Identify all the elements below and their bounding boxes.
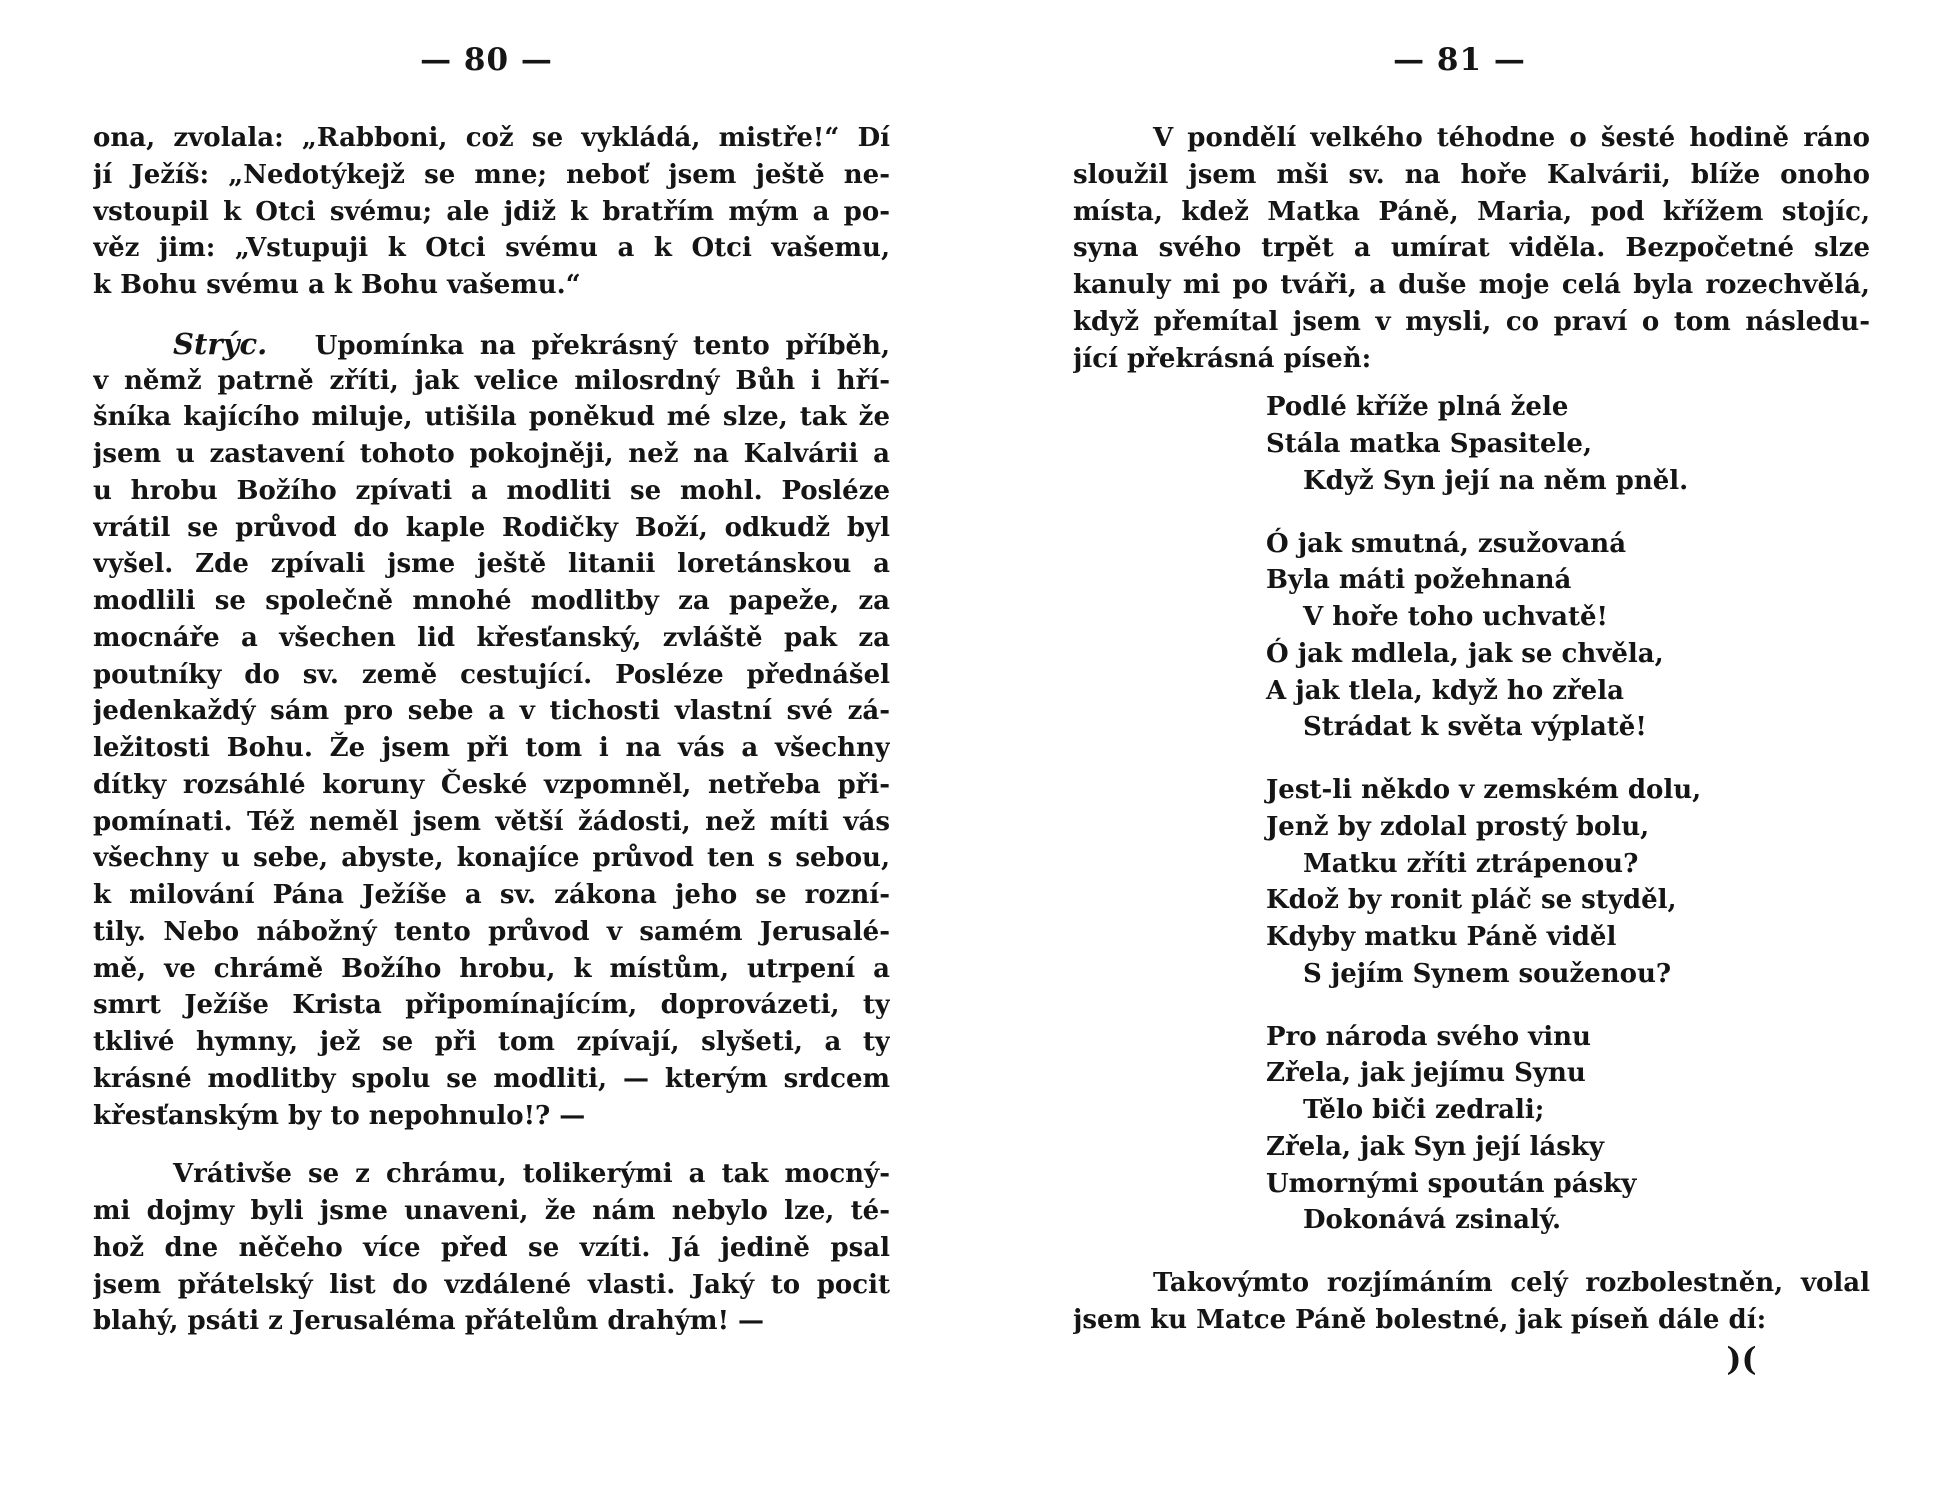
text-line: dítky rozsáhlé koruny České vzpomněl, netřeba při- bbox=[93, 769, 890, 800]
poem-line: S jejím Synem souženou? bbox=[1303, 958, 1672, 989]
text-line: když přemítal jsem v mysli, co praví o tom následu- bbox=[1073, 306, 1870, 337]
text-line: jsem ku Matce Páně bolestné, jak píseň dále dí: bbox=[1073, 1304, 1767, 1335]
poem-stanza bbox=[1266, 1019, 1870, 1240]
text-span: Upomínka na překrásný tento příběh, bbox=[314, 330, 890, 361]
text-line: krásné modlitby spolu se modliti, — kterým srdcem bbox=[93, 1063, 890, 1094]
poem-line: Byla máti požehnaná bbox=[1266, 565, 1572, 596]
text-line: jí Ježíš: „Nedotýkejž se mne; neboť jsem ještě ne- bbox=[93, 159, 890, 190]
text-line: syna svého trpět a umírat viděla. Bezpočetné slze bbox=[1073, 233, 1870, 264]
text-line: Takovýmto rozjímáním celý rozbolestněn, volal bbox=[1153, 1268, 1870, 1298]
text-line: smrt Ježíše Krista připomínajícím, doprovázeti, ty bbox=[93, 990, 890, 1021]
text-line: všechny u sebe, abyste, konajíce průvod ten s sebou, bbox=[93, 843, 890, 874]
text-line: V pondělí velkého téhodne o šesté hodině ráno bbox=[1153, 123, 1870, 153]
poem-line: Matku zříti ztrápenou? bbox=[1303, 848, 1639, 879]
text-line: k Bohu svému a k Bohu vašemu.“ bbox=[93, 270, 581, 300]
text-line: poutníky do sv. země cestující. Posléze přednášel bbox=[93, 659, 890, 690]
text-line: věz jim: „Vstupuji k Otci svému a k Otci vašemu, bbox=[93, 233, 890, 264]
text-line: vstoupil k Otci svému; ale jdiž k bratřím mým a po- bbox=[93, 196, 890, 227]
poem-line: Podlé kříže plná žele bbox=[1266, 392, 1569, 423]
text-line: u hrobu Božího zpívati a modliti se mohl. Posléze bbox=[93, 475, 890, 506]
poem-line: Kdyby matku Páně viděl bbox=[1266, 922, 1617, 952]
poem-line: Dokonává zsinalý. bbox=[1303, 1205, 1562, 1236]
poem-line: Ó jak smutná, zsužovaná bbox=[1266, 528, 1627, 559]
poem-line: Jest-li někdo v zemském dolu, bbox=[1266, 775, 1702, 805]
text-line: tily. Nebo nábožný tento průvod v samém Jerusalé- bbox=[93, 916, 890, 947]
poem-line: A jak tlela, když ho zřela bbox=[1266, 675, 1624, 706]
text-line: Vrátivše se z chrámu, tolikerými a tak mocný- bbox=[173, 1159, 890, 1190]
poem-line: Když Syn její na něm pněl. bbox=[1303, 465, 1689, 496]
poem-line: Tělo biči zedrali; bbox=[1303, 1095, 1545, 1125]
page-number-right: — 81 — bbox=[1393, 42, 1526, 78]
left-page-text bbox=[93, 120, 890, 1340]
poem-line: Zřela, jak jejímu Synu bbox=[1266, 1058, 1586, 1089]
text-line: ona, zvolala: „Rabboni, což se vykládá, mistře!“ Dí bbox=[93, 123, 890, 153]
text-line: jsem u zastavení tohoto pokojněji, než na Kalvárii a bbox=[93, 439, 890, 469]
text-line: vyšel. Zde zpívali jsme ještě litanii loretánskou a bbox=[93, 549, 890, 580]
page-number-left: — 80 — bbox=[420, 42, 553, 78]
poem-line: Ó jak mdlela, jak se chvěla, bbox=[1266, 638, 1664, 669]
poem-line: Kdož by ronit pláč se styděl, bbox=[1266, 885, 1677, 916]
right-page-text bbox=[1073, 120, 1870, 1379]
poem-stanza bbox=[1266, 772, 1870, 993]
text-line: křesťanským by to nepohnulo!? — bbox=[93, 1100, 586, 1131]
text-line: modlili se společně mnohé modlitby za papeže, za bbox=[93, 586, 890, 616]
closing-paragraph bbox=[1073, 1265, 1870, 1339]
poem bbox=[1266, 389, 1870, 1239]
paragraph bbox=[93, 326, 890, 1135]
text-line: pomínati. Též neměl jsem větší žádosti, než míti vás bbox=[93, 806, 890, 837]
text-line: v němž patrně zříti, jak velice milosrdný Bůh i hří- bbox=[93, 365, 890, 396]
text-line: jící překrásná píseň: bbox=[1073, 343, 1372, 374]
text-line: sloužil jsem mši sv. na hoře Kalvárii, blíže onoho bbox=[1073, 159, 1870, 190]
text-line: hož dne něčeho více před se vzíti. Já jedině psal bbox=[93, 1232, 890, 1263]
text-line: kanuly mi po tváři, a duše moje celá byla rozechvělá, bbox=[1073, 270, 1870, 300]
paragraph bbox=[93, 120, 890, 304]
speaker-name: Strýc. bbox=[173, 326, 268, 361]
text-line: tklivé hymny, jež se při tom zpívají, slyšeti, a ty bbox=[93, 1027, 890, 1057]
text-line: k milování Pána Ježíše a sv. zákona jeho se rozní- bbox=[93, 880, 890, 910]
text-line: blahý, psáti z Jerusaléma přátelům drahým! — bbox=[93, 1306, 765, 1337]
text-line: místa, kdež Matka Páně, Maria, pod křížem stojíc, bbox=[1073, 196, 1870, 227]
text-line: jsem přátelský list do vzdálené vlasti. Jaký to pocit bbox=[93, 1269, 890, 1300]
poem-line: V hoře toho uchvatě! bbox=[1303, 602, 1608, 632]
paragraph bbox=[93, 1156, 890, 1340]
end-ornament: )( bbox=[1726, 1339, 1757, 1378]
poem-line: Jenž by zdolal prostý bolu, bbox=[1266, 811, 1650, 842]
poem-line: Pro národa svého vinu bbox=[1266, 1021, 1591, 1052]
text-line: mi dojmy byli jsme unaveni, že nám nebylo lze, té- bbox=[93, 1196, 890, 1226]
poem-line: Strádat k světa výplatě! bbox=[1303, 712, 1647, 743]
text-line bbox=[93, 326, 890, 363]
intro-paragraph bbox=[1073, 120, 1870, 377]
text-line: mocnáře a všechen lid křesťanský, zvláště pak za bbox=[93, 622, 890, 653]
text-line: ležitosti Bohu. Že jsem při tom i na vás a všechny bbox=[93, 733, 890, 763]
poem-stanza bbox=[1266, 389, 1870, 499]
right-page bbox=[973, 0, 1946, 1500]
poem-line: Stála matka Spasitele, bbox=[1266, 429, 1593, 459]
text-line: šníka kajícího miluje, utišila poněkud mé slze, tak že bbox=[93, 402, 890, 433]
poem-stanza bbox=[1266, 526, 1870, 747]
text-line: vrátil se průvod do kaple Rodičky Boží, odkudž byl bbox=[93, 512, 890, 543]
text-line: mě, ve chrámě Božího hrobu, k místům, utrpení a bbox=[93, 953, 890, 984]
text-line: jedenkaždý sám pro sebe a v tichosti vlastní své zá- bbox=[93, 696, 890, 727]
poem-line: Zřela, jak Syn její lásky bbox=[1266, 1131, 1604, 1162]
poem-line: Umornými spoután pásky bbox=[1266, 1168, 1637, 1199]
